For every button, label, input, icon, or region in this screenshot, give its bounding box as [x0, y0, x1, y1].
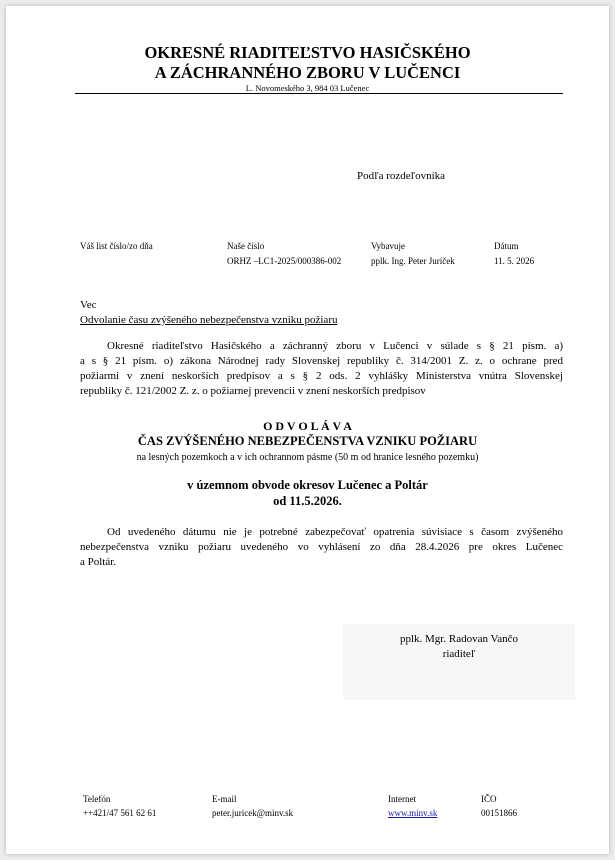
decision-verb: O D V O L Á V A	[263, 419, 352, 433]
ref-our-number: ORHZ –LC1-2025/000386-002	[227, 256, 342, 266]
decision-scope: na lesných pozemkoch a v ich ochrannom pásme (50 m od hranice lesného pozemku)	[136, 452, 479, 463]
footer-phone: ++421/47 561 62 61	[83, 808, 157, 818]
footer-label-internet: Internet	[388, 794, 416, 804]
footer-email: peter.juricek@minv.sk	[212, 808, 294, 818]
footer-label-email: E-mail	[212, 794, 237, 804]
footer-website-link[interactable]: www.minv.sk	[388, 808, 438, 818]
signatory-role: riaditeľ	[442, 648, 476, 660]
intro-line: požiarmi v znení neskorších predpisov a s § 2 ods. 2 vyhlášky Ministerstva vnútra Slovenskej	[80, 370, 563, 382]
recipient: Podľa rozdeľovníka	[357, 170, 446, 182]
org-name-line2: A ZÁCHRANNÉHO ZBORU V LUČENCI	[154, 63, 461, 82]
ref-handled-by: pplk. Ing. Peter Juríček	[371, 256, 455, 266]
closing-line: a Poltár.	[80, 556, 117, 568]
ref-header-date: Dátum	[494, 241, 519, 251]
decision-area: v územnom obvode okresov Lučenec a Poltár	[187, 478, 428, 492]
intro-line: Okresné riaditeľstvo Hasičského a záchranný zboru v Lučenci v súlade s § 21 písm. a)	[107, 340, 563, 352]
subject-text: Odvolanie času zvýšeného nebezpečenstva vzniku požiaru	[80, 314, 338, 326]
header-rule	[75, 93, 563, 94]
decision-title: ČAS ZVÝŠENÉHO NEBEZPEČENSTVA VZNIKU POŽIARU	[137, 434, 478, 448]
subject-label: Vec	[80, 299, 97, 311]
ref-date: 11. 5. 2026	[494, 256, 535, 266]
intro-line: a s § 21 písm. o) zákona Národnej rady Slovenskej republiky č. 314/2001 Z. z. o ochrane pred	[80, 355, 563, 367]
closing-line: nebezpečenstva vzniku požiaru uvedeného vo vyhlásení zo dňa 28.4.2026 pre okres Lučenec	[80, 541, 563, 553]
org-address: L. Novomeského 3, 984 03 Lučenec	[245, 83, 370, 93]
intro-line: republiky č. 121/2002 Z. z. o požiarnej prevencii v znení neskorších predpisov	[80, 385, 426, 397]
closing-line: Od uvedeného dátumu nie je potrebné zabezpečovať opatrenia súvisiace s časom zvýšeného	[107, 526, 563, 538]
signatory-name: pplk. Mgr. Radovan Vančo	[399, 633, 519, 645]
footer-ico: 00151866	[481, 808, 517, 818]
ref-header-handled-by: Vybavuje	[371, 241, 405, 251]
footer-label-ico: IČO	[481, 794, 497, 804]
org-name-line1: OKRESNÉ RIADITEĽSTVO HASIČSKÉHO	[144, 43, 471, 62]
footer-label-phone: Telefón	[83, 794, 111, 804]
document-page	[6, 6, 609, 854]
decision-date: od 11.5.2026.	[273, 494, 342, 508]
ref-header-your-letter: Váš list číslo/zo dňa	[80, 241, 153, 251]
ref-header-our-number: Naše číslo	[227, 241, 265, 251]
